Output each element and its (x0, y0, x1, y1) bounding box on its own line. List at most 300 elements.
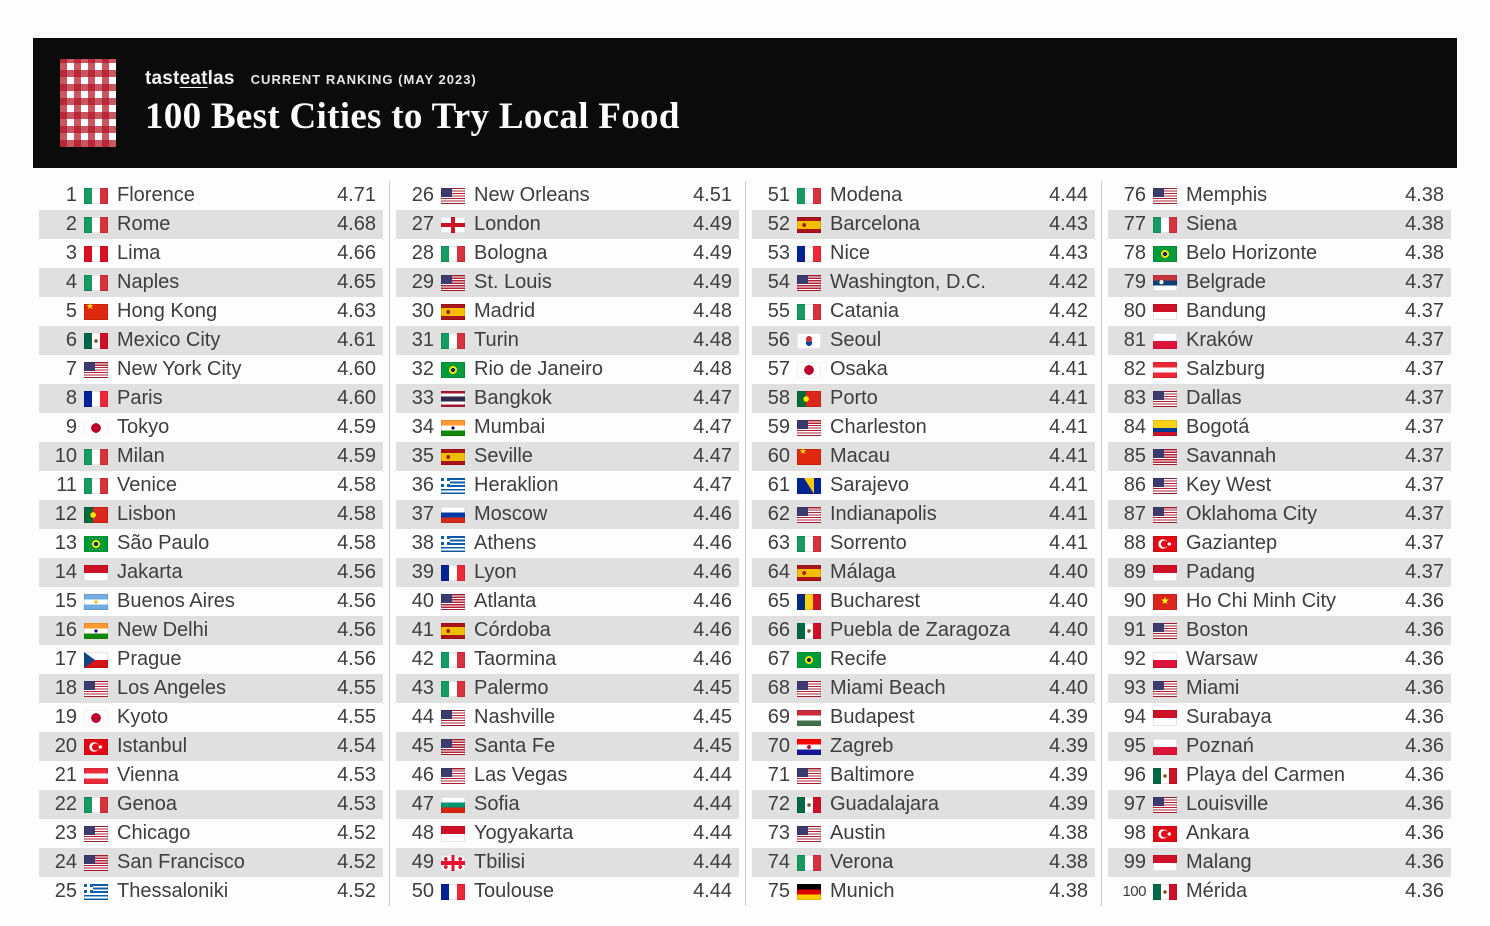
table-row[interactable] (39, 181, 383, 210)
score-value: 4.44 (693, 793, 732, 815)
score-value: 4.49 (693, 271, 732, 293)
city-name: Atlanta (474, 590, 537, 612)
city-name: Naples (117, 271, 180, 293)
rank-number: 43 (411, 677, 434, 699)
indonesia-flag-icon (84, 565, 108, 581)
table-row[interactable] (39, 616, 383, 645)
table-row[interactable] (752, 529, 1095, 558)
city-name: Santa Fe (474, 735, 556, 757)
score-value: 4.52 (337, 851, 376, 873)
spain-flag-icon (441, 449, 465, 465)
city-name: Kraków (1186, 329, 1253, 351)
brazil-flag-icon (797, 652, 821, 668)
rank-number: 55 (767, 300, 790, 322)
croatia-flag-icon (797, 739, 821, 755)
table-row[interactable] (1108, 239, 1451, 268)
table-row[interactable] (396, 529, 739, 558)
city-name: Prague (117, 648, 182, 670)
rank-number: 93 (1123, 677, 1146, 699)
rank-number: 47 (411, 793, 434, 815)
united-states-flag-icon (1153, 188, 1177, 204)
city-name: Barcelona (830, 213, 921, 235)
score-value: 4.65 (337, 271, 376, 293)
table-row[interactable] (396, 471, 739, 500)
rank-number: 10 (54, 445, 77, 467)
score-value: 4.60 (337, 387, 376, 409)
rank-number: 18 (54, 677, 77, 699)
turkey-flag-icon (1153, 536, 1177, 552)
score-value: 4.59 (337, 445, 376, 467)
city-name: Tokyo (117, 416, 170, 438)
rank-number: 52 (767, 213, 790, 235)
table-row[interactable] (39, 790, 383, 819)
table-row[interactable] (752, 471, 1095, 500)
table-row[interactable] (39, 732, 383, 761)
score-value: 4.37 (1405, 503, 1444, 525)
china-flag-icon (84, 304, 108, 320)
score-value: 4.38 (1049, 822, 1088, 844)
united-states-flag-icon (84, 681, 108, 697)
table-row[interactable] (396, 297, 739, 326)
city-name: Mumbai (474, 416, 546, 438)
table-row[interactable] (752, 413, 1095, 442)
united-states-flag-icon (797, 681, 821, 697)
rank-number: 73 (767, 822, 790, 844)
table-row[interactable] (396, 268, 739, 297)
table-row[interactable] (396, 210, 739, 239)
city-name: London (474, 213, 541, 235)
city-name: Milan (117, 445, 165, 467)
rank-number: 45 (411, 735, 434, 757)
table-row[interactable] (396, 587, 739, 616)
table-row[interactable] (396, 181, 739, 210)
score-value: 4.38 (1405, 184, 1444, 206)
city-name: Ho Chi Minh City (1186, 590, 1337, 612)
score-value: 4.66 (337, 242, 376, 264)
city-name: Indianapolis (830, 503, 937, 525)
table-row[interactable] (1108, 616, 1451, 645)
city-name: Toulouse (474, 880, 555, 902)
table-row[interactable] (752, 674, 1095, 703)
table-row[interactable] (396, 645, 739, 674)
city-name: Mexico City (117, 329, 221, 351)
table-row[interactable] (752, 500, 1095, 529)
portugal-flag-icon (797, 391, 821, 407)
peru-flag-icon (84, 246, 108, 262)
rank-number: 71 (767, 764, 790, 786)
score-value: 4.36 (1405, 619, 1444, 641)
city-name: Bogotá (1186, 416, 1250, 438)
table-row[interactable] (396, 819, 739, 848)
table-row[interactable] (396, 674, 739, 703)
table-row[interactable] (39, 210, 383, 239)
table-row[interactable] (752, 616, 1095, 645)
city-name: Austin (830, 822, 886, 844)
city-name: Hong Kong (117, 300, 218, 322)
table-row[interactable] (1108, 877, 1451, 906)
rank-number: 96 (1123, 764, 1146, 786)
score-value: 4.43 (1049, 213, 1088, 235)
rank-number: 48 (411, 822, 434, 844)
table-row[interactable] (396, 616, 739, 645)
japan-flag-icon (84, 710, 108, 726)
score-value: 4.47 (693, 387, 732, 409)
table-row[interactable] (1108, 761, 1451, 790)
rank-number: 63 (767, 532, 790, 554)
rank-number: 50 (411, 880, 434, 902)
table-row[interactable] (1108, 819, 1451, 848)
table-row[interactable] (396, 761, 739, 790)
table-row[interactable] (752, 587, 1095, 616)
city-name: Padang (1186, 561, 1255, 583)
rank-number: 11 (56, 474, 77, 496)
rank-number: 58 (767, 387, 790, 409)
table-row[interactable] (39, 877, 383, 906)
score-value: 4.46 (693, 561, 732, 583)
table-row[interactable] (396, 500, 739, 529)
city-name: Venice (117, 474, 178, 496)
city-name: Tbilisi (474, 851, 526, 873)
rank-number: 29 (411, 271, 434, 293)
ranking-column (389, 181, 745, 906)
table-row[interactable] (396, 877, 739, 906)
table-row[interactable] (39, 587, 383, 616)
page-title: 100 Best Cities to Try Local Food (145, 96, 680, 138)
poland-flag-icon (1153, 333, 1177, 349)
rank-number: 46 (411, 764, 434, 786)
czech-republic-flag-icon (84, 652, 108, 668)
table-row[interactable] (1108, 732, 1451, 761)
spain-flag-icon (441, 304, 465, 320)
rank-number: 21 (54, 764, 77, 786)
table-row[interactable] (1108, 848, 1451, 877)
table-row[interactable] (1108, 384, 1451, 413)
city-name: Charleston (830, 416, 927, 438)
rank-number: 9 (65, 416, 77, 438)
bosnia-and-herzegovina-flag-icon (797, 478, 821, 494)
table-row[interactable] (752, 355, 1095, 384)
table-row[interactable] (396, 384, 739, 413)
italy-flag-icon (441, 652, 465, 668)
score-value: 4.61 (337, 329, 376, 351)
city-name: Málaga (830, 561, 896, 583)
table-row[interactable] (39, 297, 383, 326)
city-name: Belo Horizonte (1186, 242, 1318, 264)
table-row[interactable] (1108, 268, 1451, 297)
table-row[interactable] (1108, 210, 1451, 239)
city-name: Lima (117, 242, 161, 264)
table-row[interactable] (39, 413, 383, 442)
score-value: 4.36 (1405, 677, 1444, 699)
score-value: 4.44 (693, 851, 732, 873)
city-name: Kyoto (117, 706, 169, 728)
rank-number: 59 (767, 416, 790, 438)
table-row[interactable] (39, 268, 383, 297)
united-states-flag-icon (1153, 797, 1177, 813)
city-name: Genoa (117, 793, 178, 815)
rank-number: 89 (1123, 561, 1146, 583)
rank-number: 14 (54, 561, 77, 583)
table-row[interactable] (1108, 413, 1451, 442)
turkey-flag-icon (1153, 826, 1177, 842)
score-value: 4.55 (337, 677, 376, 699)
portugal-flag-icon (84, 507, 108, 523)
score-value: 4.41 (1049, 532, 1088, 554)
rank-number: 19 (54, 706, 77, 728)
table-row[interactable] (1108, 181, 1451, 210)
table-row[interactable] (396, 239, 739, 268)
table-row[interactable] (39, 819, 383, 848)
city-name: Bandung (1186, 300, 1267, 322)
city-name: Lisbon (117, 503, 176, 525)
table-row[interactable] (396, 732, 739, 761)
table-row[interactable] (1108, 703, 1451, 732)
table-row[interactable] (396, 326, 739, 355)
table-row[interactable] (1108, 587, 1451, 616)
city-name: Belgrade (1186, 271, 1267, 293)
spain-flag-icon (441, 623, 465, 639)
table-row[interactable] (752, 790, 1095, 819)
score-value: 4.41 (1049, 387, 1088, 409)
rank-number: 67 (767, 648, 790, 670)
score-value: 4.37 (1405, 474, 1444, 496)
rank-number: 3 (65, 242, 77, 264)
table-row[interactable] (39, 703, 383, 732)
rank-number: 33 (411, 387, 434, 409)
city-name: Bucharest (830, 590, 921, 612)
rank-number: 17 (54, 648, 77, 670)
score-value: 4.37 (1405, 300, 1444, 322)
score-value: 4.37 (1405, 271, 1444, 293)
indonesia-flag-icon (1153, 855, 1177, 871)
rank-number: 32 (411, 358, 434, 380)
rank-number: 26 (411, 184, 434, 206)
tasteatlas-wordmark (145, 68, 235, 90)
table-row[interactable] (752, 558, 1095, 587)
city-name: Guadalajara (830, 793, 939, 815)
city-name: New Orleans (474, 184, 590, 206)
rank-number: 12 (54, 503, 77, 525)
table-row[interactable] (39, 384, 383, 413)
rank-number: 28 (411, 242, 434, 264)
brand-prefix: tast (145, 68, 180, 90)
brand-suffix: las (207, 68, 235, 90)
table-row[interactable] (39, 761, 383, 790)
united-states-flag-icon (441, 594, 465, 610)
score-value: 4.42 (1049, 300, 1088, 322)
table-row[interactable] (396, 558, 739, 587)
table-row[interactable] (1108, 500, 1451, 529)
table-row[interactable] (396, 355, 739, 384)
score-value: 4.56 (337, 619, 376, 641)
city-name: Modena (830, 184, 903, 206)
score-value: 4.56 (337, 561, 376, 583)
united-states-flag-icon (797, 507, 821, 523)
table-row[interactable] (39, 558, 383, 587)
india-flag-icon (84, 623, 108, 639)
score-value: 4.38 (1405, 213, 1444, 235)
city-name: Playa del Carmen (1186, 764, 1345, 786)
table-row[interactable] (752, 239, 1095, 268)
city-name: San Francisco (117, 851, 245, 873)
mexico-flag-icon (1153, 884, 1177, 900)
city-name: Recife (830, 648, 887, 670)
table-row[interactable] (752, 848, 1095, 877)
rank-number: 57 (767, 358, 790, 380)
city-name: São Paulo (117, 532, 210, 554)
city-name: Yogyakarta (474, 822, 574, 844)
score-value: 4.53 (337, 764, 376, 786)
city-name: Seoul (830, 329, 882, 351)
table-row[interactable] (752, 732, 1095, 761)
rank-number: 4 (65, 271, 77, 293)
table-row[interactable] (1108, 674, 1451, 703)
score-value: 4.58 (337, 503, 376, 525)
table-row[interactable] (39, 529, 383, 558)
table-row[interactable] (752, 326, 1095, 355)
rank-number: 97 (1123, 793, 1146, 815)
score-value: 4.58 (337, 532, 376, 554)
rank-number: 70 (767, 735, 790, 757)
table-row[interactable] (1108, 355, 1451, 384)
rank-number: 27 (411, 213, 434, 235)
table-row[interactable] (39, 239, 383, 268)
city-name: Catania (830, 300, 899, 322)
table-row[interactable] (752, 297, 1095, 326)
city-name: Poznań (1186, 735, 1254, 757)
brand-line (145, 68, 680, 90)
table-row[interactable] (752, 703, 1095, 732)
rank-number: 5 (65, 300, 77, 322)
brazil-flag-icon (441, 362, 465, 378)
rank-number: 1 (65, 184, 77, 206)
table-row[interactable] (752, 210, 1095, 239)
table-row[interactable] (752, 181, 1095, 210)
table-row[interactable] (1108, 790, 1451, 819)
table-row[interactable] (396, 790, 739, 819)
score-value: 4.36 (1405, 880, 1444, 902)
table-row[interactable] (752, 645, 1095, 674)
table-row[interactable] (39, 848, 383, 877)
city-name: Surabaya (1186, 706, 1272, 728)
score-value: 4.37 (1405, 532, 1444, 554)
city-name: Gaziantep (1186, 532, 1278, 554)
city-name: Moscow (474, 503, 548, 525)
table-row[interactable] (396, 703, 739, 732)
table-row[interactable] (1108, 442, 1451, 471)
city-name: Miami (1186, 677, 1240, 699)
score-value: 4.63 (337, 300, 376, 322)
table-row[interactable] (39, 471, 383, 500)
table-row[interactable] (1108, 297, 1451, 326)
rank-number: 74 (767, 851, 790, 873)
ranking-label: CURRENT RANKING (MAY 2023) (250, 72, 477, 88)
france-flag-icon (441, 565, 465, 581)
city-name: Oklahoma City (1186, 503, 1318, 525)
italy-flag-icon (84, 275, 108, 291)
score-value: 4.39 (1049, 735, 1088, 757)
rank-number: 76 (1123, 184, 1146, 206)
score-value: 4.41 (1049, 474, 1088, 496)
table-row[interactable] (396, 413, 739, 442)
table-row[interactable] (1108, 471, 1451, 500)
table-row[interactable] (39, 355, 383, 384)
turkey-flag-icon (84, 739, 108, 755)
table-row[interactable] (752, 384, 1095, 413)
city-name: Porto (830, 387, 878, 409)
score-value: 4.41 (1049, 329, 1088, 351)
italy-flag-icon (84, 797, 108, 813)
poland-flag-icon (1153, 652, 1177, 668)
rank-number: 85 (1123, 445, 1146, 467)
rank-number: 42 (411, 648, 434, 670)
header-banner (33, 38, 1457, 168)
rank-number: 88 (1123, 532, 1146, 554)
score-value: 4.46 (693, 648, 732, 670)
city-name: Turin (474, 329, 519, 351)
table-row[interactable] (1108, 529, 1451, 558)
united-states-flag-icon (84, 362, 108, 378)
city-name: Bologna (474, 242, 548, 264)
score-value: 4.44 (693, 822, 732, 844)
rank-number: 34 (411, 416, 434, 438)
city-name: Palermo (474, 677, 549, 699)
table-row[interactable] (39, 674, 383, 703)
score-value: 4.49 (693, 213, 732, 235)
city-name: Athens (474, 532, 537, 554)
city-name: Puebla de Zaragoza (830, 619, 1011, 641)
city-name: Florence (117, 184, 195, 206)
table-row[interactable] (1108, 645, 1451, 674)
score-value: 4.58 (337, 474, 376, 496)
score-value: 4.45 (693, 706, 732, 728)
rank-number: 8 (65, 387, 77, 409)
score-value: 4.36 (1405, 851, 1444, 873)
city-name: Seville (474, 445, 533, 467)
table-row[interactable] (752, 761, 1095, 790)
table-row[interactable] (752, 442, 1095, 471)
score-value: 4.40 (1049, 590, 1088, 612)
city-name: Madrid (474, 300, 536, 322)
rank-number: 51 (767, 184, 790, 206)
table-row[interactable] (396, 848, 739, 877)
rank-number: 65 (767, 590, 790, 612)
score-value: 4.45 (693, 677, 732, 699)
rank-number: 30 (411, 300, 434, 322)
table-row[interactable] (752, 268, 1095, 297)
table-row[interactable] (39, 500, 383, 529)
table-row[interactable] (1108, 558, 1451, 587)
united-states-flag-icon (1153, 391, 1177, 407)
city-name: Vienna (117, 764, 179, 786)
united-states-flag-icon (797, 275, 821, 291)
table-row[interactable] (39, 326, 383, 355)
united-states-flag-icon (441, 710, 465, 726)
table-row[interactable] (752, 877, 1095, 906)
table-row[interactable] (752, 819, 1095, 848)
table-row[interactable] (39, 442, 383, 471)
rank-number: 36 (411, 474, 434, 496)
table-row[interactable] (396, 442, 739, 471)
table-row[interactable] (39, 645, 383, 674)
score-value: 4.36 (1405, 822, 1444, 844)
ranking-column (33, 181, 389, 906)
city-name: Verona (830, 851, 894, 873)
table-row[interactable] (1108, 326, 1451, 355)
greece-flag-icon (441, 536, 465, 552)
city-name: Malang (1186, 851, 1252, 873)
rank-number: 56 (767, 329, 790, 351)
